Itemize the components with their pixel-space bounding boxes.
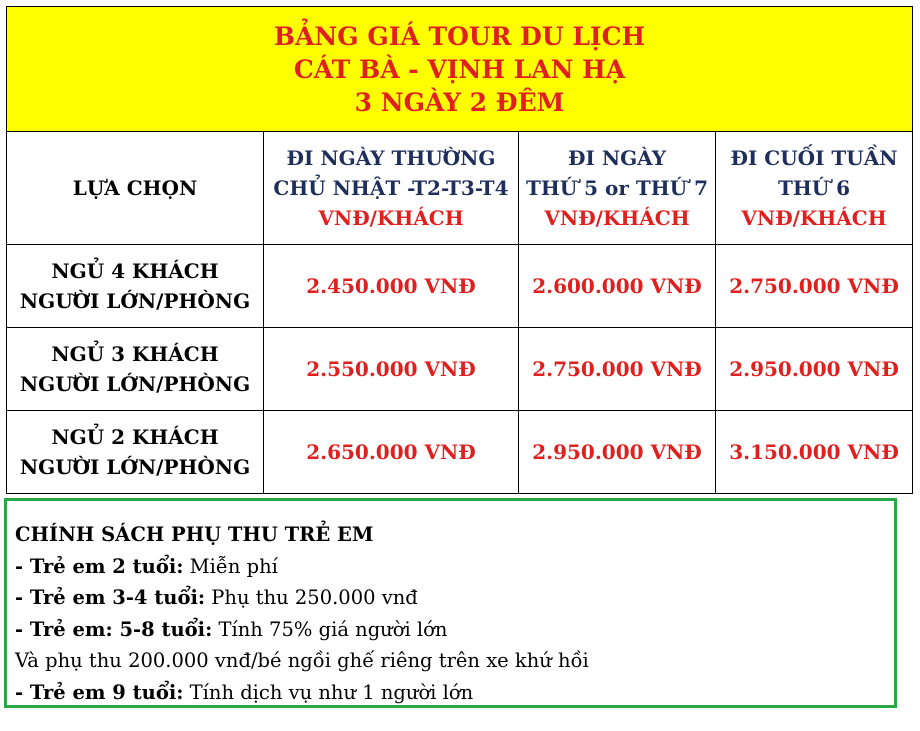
policy-item: [15, 614, 894, 646]
policy-item-text: Tính 75% giá người lớn: [212, 617, 448, 641]
price-cell: 2.750.000 VNĐ: [716, 245, 913, 328]
column-header-line: THỨ 5 or THỨ 7: [525, 176, 708, 200]
row-label-line: NGƯỜI LỚN/PHÒNG: [19, 455, 251, 479]
column-header-thu5-thu7: [519, 132, 716, 245]
column-header-line: ĐI CUỐI TUẦN: [730, 146, 898, 170]
title-line-2: CÁT BÀ - VỊNH LAN HẠ: [293, 54, 626, 84]
title-line-1: BẢNG GIÁ TOUR DU LỊCH: [273, 21, 646, 51]
policy-item-label: - Trẻ em 3-4 tuổi:: [15, 586, 206, 609]
policy-item: [15, 582, 894, 614]
price-cell: 2.450.000 VNĐ: [264, 245, 519, 328]
header-row: [7, 132, 913, 245]
row-label-line: NGƯỜI LỚN/PHÒNG: [19, 372, 251, 396]
title-banner: [7, 7, 913, 132]
option-header: LỰA CHỌN: [7, 132, 264, 245]
column-header-line: CHỦ NHẬT -T2-T3-T4: [273, 176, 509, 200]
policy-item: [15, 645, 894, 677]
column-unit: VNĐ/KHÁCH: [741, 206, 887, 230]
policy-item: [15, 677, 894, 709]
policy-item: [15, 551, 894, 583]
row-label-line: NGỦ 2 KHÁCH: [51, 425, 219, 449]
child-surcharge-policy: [4, 498, 897, 708]
row-label-line: NGỦ 3 KHÁCH: [51, 342, 219, 366]
policy-item-text: Và phụ thu 200.000 vnđ/bé ngồi ghế riêng trên xe khứ hồi: [15, 649, 589, 672]
table-row: [7, 411, 913, 494]
price-sheet: [6, 6, 912, 494]
row-label: [7, 245, 264, 328]
row-label: [7, 411, 264, 494]
policy-item-label: - Trẻ em 2 tuổi:: [15, 554, 184, 578]
policy-item-text: Phụ thu 250.000 vnđ: [205, 586, 418, 609]
row-label: [7, 328, 264, 411]
policy-title: CHÍNH SÁCH PHỤ THU TRẺ EM: [15, 523, 374, 546]
table-row: [7, 245, 913, 328]
price-cell: 2.950.000 VNĐ: [519, 411, 716, 494]
column-header-weekday: [264, 132, 519, 245]
column-header-line: ĐI NGÀY: [568, 146, 666, 170]
row-label-line: NGỦ 4 KHÁCH: [51, 259, 219, 283]
column-header-line: THỨ 6: [777, 176, 851, 200]
policy-item-text: Miễn phí: [183, 554, 278, 578]
title-line-3: 3 NGÀY 2 ĐÊM: [354, 87, 565, 117]
column-unit: VNĐ/KHÁCH: [318, 206, 464, 230]
column-header-weekend: [716, 132, 913, 245]
policy-item-label: - Trẻ em 9 tuổi:: [15, 680, 184, 704]
price-table: [6, 6, 913, 494]
price-cell: 2.950.000 VNĐ: [716, 328, 913, 411]
policy-item-label: - Trẻ em: 5-8 tuổi:: [15, 617, 213, 641]
policy-item-text: Tính dịch vụ như 1 người lớn: [183, 680, 474, 704]
table-row: [7, 328, 913, 411]
price-cell: 2.600.000 VNĐ: [519, 245, 716, 328]
column-unit: VNĐ/KHÁCH: [544, 206, 690, 230]
price-cell: 2.750.000 VNĐ: [519, 328, 716, 411]
column-header-line: ĐI NGÀY THƯỜNG: [286, 146, 496, 170]
price-cell: 2.550.000 VNĐ: [264, 328, 519, 411]
row-label-line: NGƯỜI LỚN/PHÒNG: [19, 289, 251, 313]
price-cell: 3.150.000 VNĐ: [716, 411, 913, 494]
price-cell: 2.650.000 VNĐ: [264, 411, 519, 494]
